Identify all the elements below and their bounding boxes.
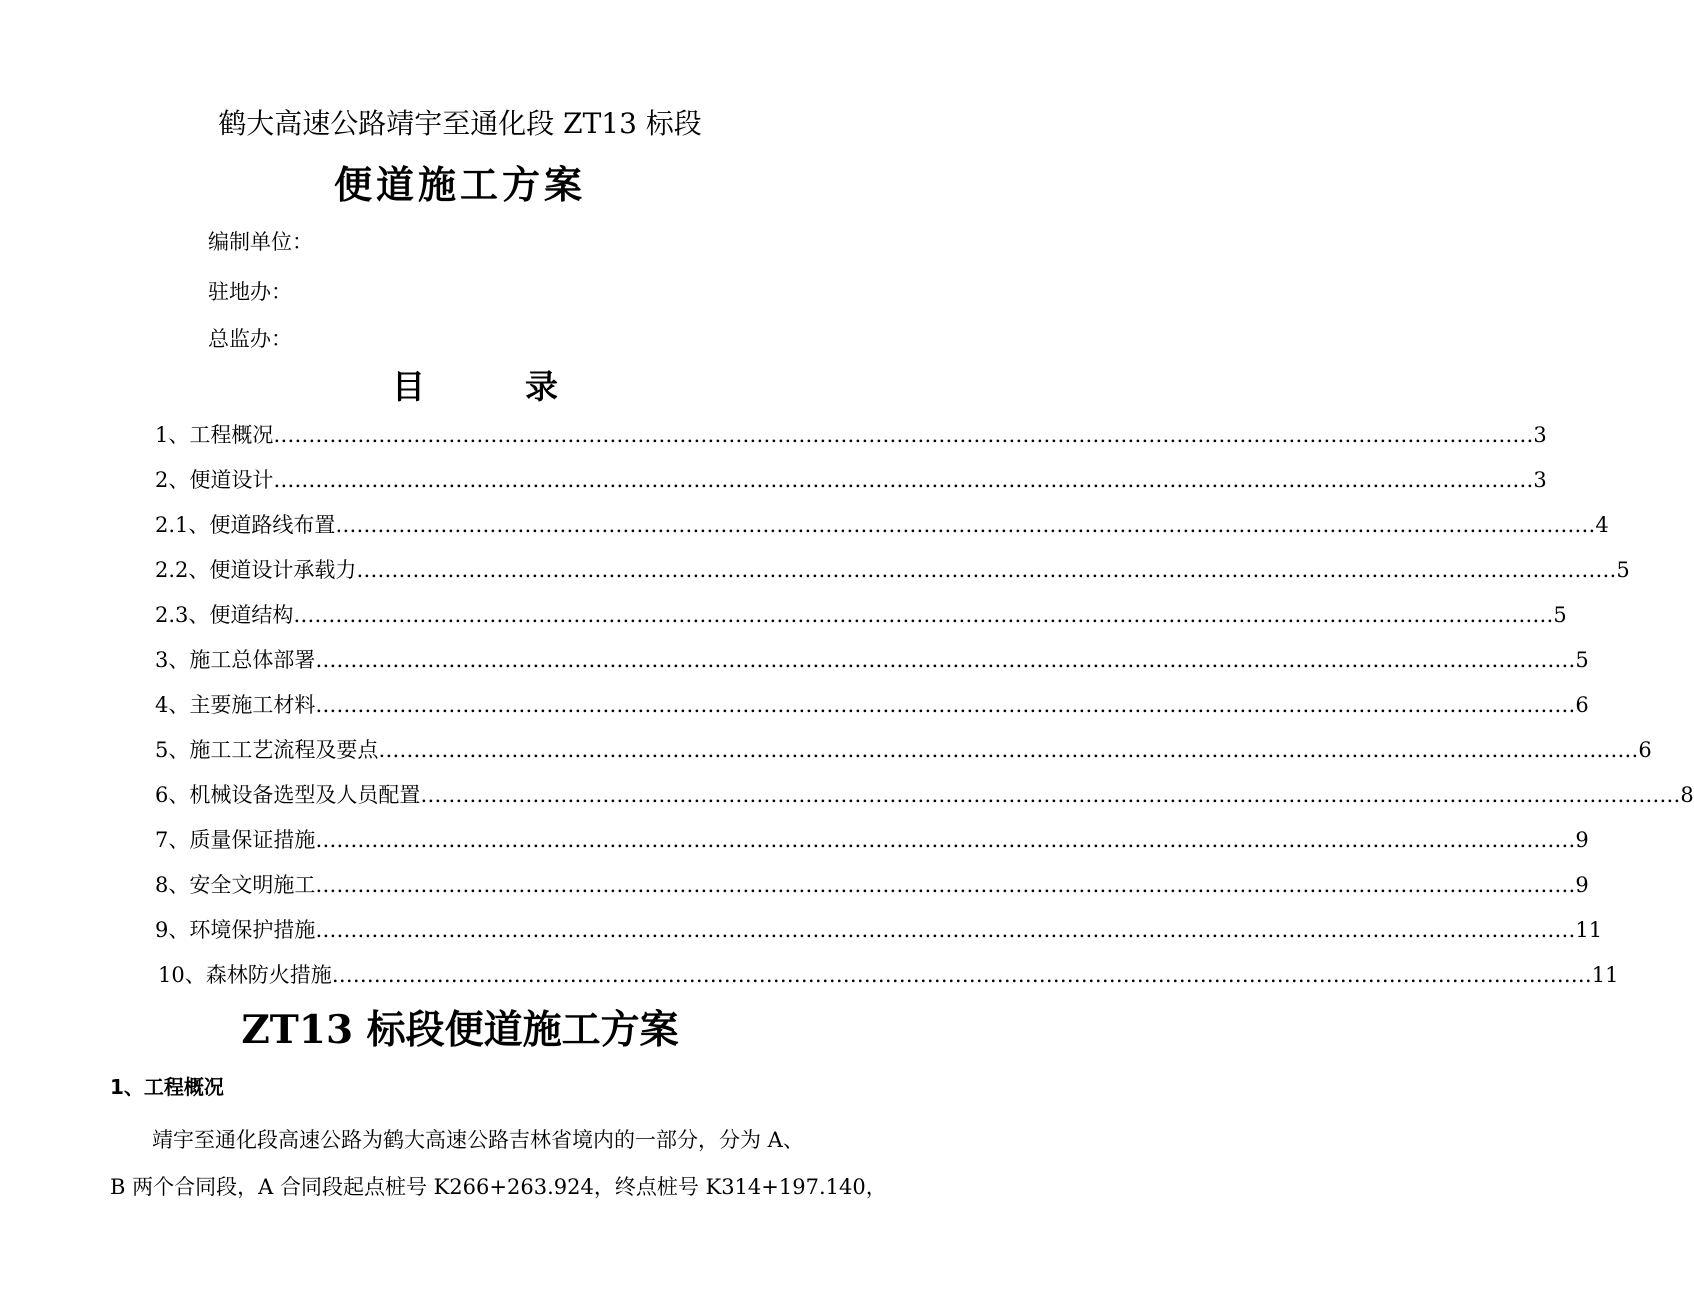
toc-entry-page: 4: [1595, 513, 1609, 537]
toc-leader: ………………………………………………………………………………………………………………………………………………………………: [315, 873, 1576, 897]
toc-entry-label: 4、主要施工材料: [155, 693, 316, 717]
toc-leader: ………………………………………………………………………………………………………………………………………………………………: [356, 558, 1617, 582]
toc-leader: ………………………………………………………………………………………………………………………………………………………………: [335, 513, 1596, 537]
paragraph-line: 靖宇至通化段高速公路为鹤大高速公路吉林省境内的一部分，分为 A、: [152, 1128, 804, 1152]
toc-entry[interactable]: [155, 405, 1547, 450]
toc-entry-label: 3、施工总体部署: [155, 648, 316, 672]
toc-entry-label: 2.3、便道结构: [155, 603, 294, 627]
toc-entry-page: 11: [1591, 963, 1619, 987]
toc-leader: ………………………………………………………………………………………………………………………………………………………………: [420, 783, 1681, 807]
toc-entry-page: 9: [1575, 828, 1589, 852]
toc-entry-page: 3: [1533, 468, 1547, 492]
toc-heading-left: 目: [392, 367, 425, 406]
toc-entry-page: 5: [1616, 558, 1630, 582]
toc-entry[interactable]: [155, 855, 1589, 900]
toc-entry-label: 5、施工工艺流程及要点: [155, 738, 379, 762]
toc-entry-page: 6: [1575, 693, 1589, 717]
field-resident-office: 驻地办：: [208, 280, 292, 304]
table-of-contents: [155, 405, 1694, 990]
field-compiler: 编制单位：: [208, 230, 313, 254]
toc-heading-right: 录: [525, 367, 558, 406]
toc-leader: ………………………………………………………………………………………………………………………………………………………………: [331, 963, 1592, 987]
document-subtitle: 鹤大高速公路靖宇至通化段 ZT13 标段: [218, 107, 702, 140]
toc-entry-label: 10、森林防火措施: [158, 963, 332, 987]
toc-entry[interactable]: [155, 630, 1589, 675]
toc-entry-label: 2.2、便道设计承载力: [155, 558, 357, 582]
toc-entry[interactable]: [155, 585, 1567, 630]
toc-leader: ………………………………………………………………………………………………………………………………………………………………: [293, 603, 1554, 627]
toc-entry-page: 3: [1533, 423, 1547, 447]
toc-entry-label: 8、安全文明施工: [155, 873, 316, 897]
toc-entry-page: 9: [1575, 873, 1589, 897]
toc-leader: ………………………………………………………………………………………………………………………………………………………………: [315, 918, 1576, 942]
section-heading: 1、工程概况: [110, 1075, 224, 1099]
toc-entry[interactable]: [155, 945, 1619, 990]
field-chief-supervisor: 总监办：: [208, 327, 292, 351]
toc-entry-label: 1、工程概况: [155, 423, 274, 447]
toc-entry-page: 8: [1680, 783, 1694, 807]
toc-entry[interactable]: [155, 720, 1652, 765]
paragraph-line: B 两个合同段，A 合同段起点桩号 K266+263.924，终点桩号 K314+197.140，: [110, 1175, 887, 1199]
toc-leader: ………………………………………………………………………………………………………………………………………………………………: [273, 423, 1534, 447]
toc-entry[interactable]: [155, 810, 1589, 855]
document-title: 便道施工方案: [333, 162, 586, 207]
toc-entry[interactable]: [155, 675, 1589, 720]
toc-entry-label: 2.1、便道路线布置: [155, 513, 336, 537]
toc-entry[interactable]: [155, 900, 1603, 945]
toc-entry-label: 6、机械设备选型及人员配置: [155, 783, 421, 807]
toc-leader: ………………………………………………………………………………………………………………………………………………………………: [378, 738, 1639, 762]
toc-entry[interactable]: [155, 495, 1609, 540]
main-title: ZT13 标段便道施工方案: [241, 1007, 679, 1053]
toc-entry-label: 2、便道设计: [155, 468, 274, 492]
toc-entry-label: 7、质量保证措施: [155, 828, 316, 852]
toc-entry-page: 6: [1638, 738, 1652, 762]
toc-leader: ………………………………………………………………………………………………………………………………………………………………: [273, 468, 1534, 492]
toc-leader: ………………………………………………………………………………………………………………………………………………………………: [315, 693, 1576, 717]
toc-leader: ………………………………………………………………………………………………………………………………………………………………: [315, 648, 1576, 672]
toc-entry-label: 9、环境保护措施: [155, 918, 316, 942]
toc-entry[interactable]: [155, 765, 1694, 810]
toc-leader: ………………………………………………………………………………………………………………………………………………………………: [315, 828, 1576, 852]
toc-entry[interactable]: [155, 450, 1547, 495]
toc-entry-page: 5: [1553, 603, 1567, 627]
toc-entry[interactable]: [155, 540, 1630, 585]
toc-entry-page: 11: [1575, 918, 1603, 942]
toc-entry-page: 5: [1575, 648, 1589, 672]
